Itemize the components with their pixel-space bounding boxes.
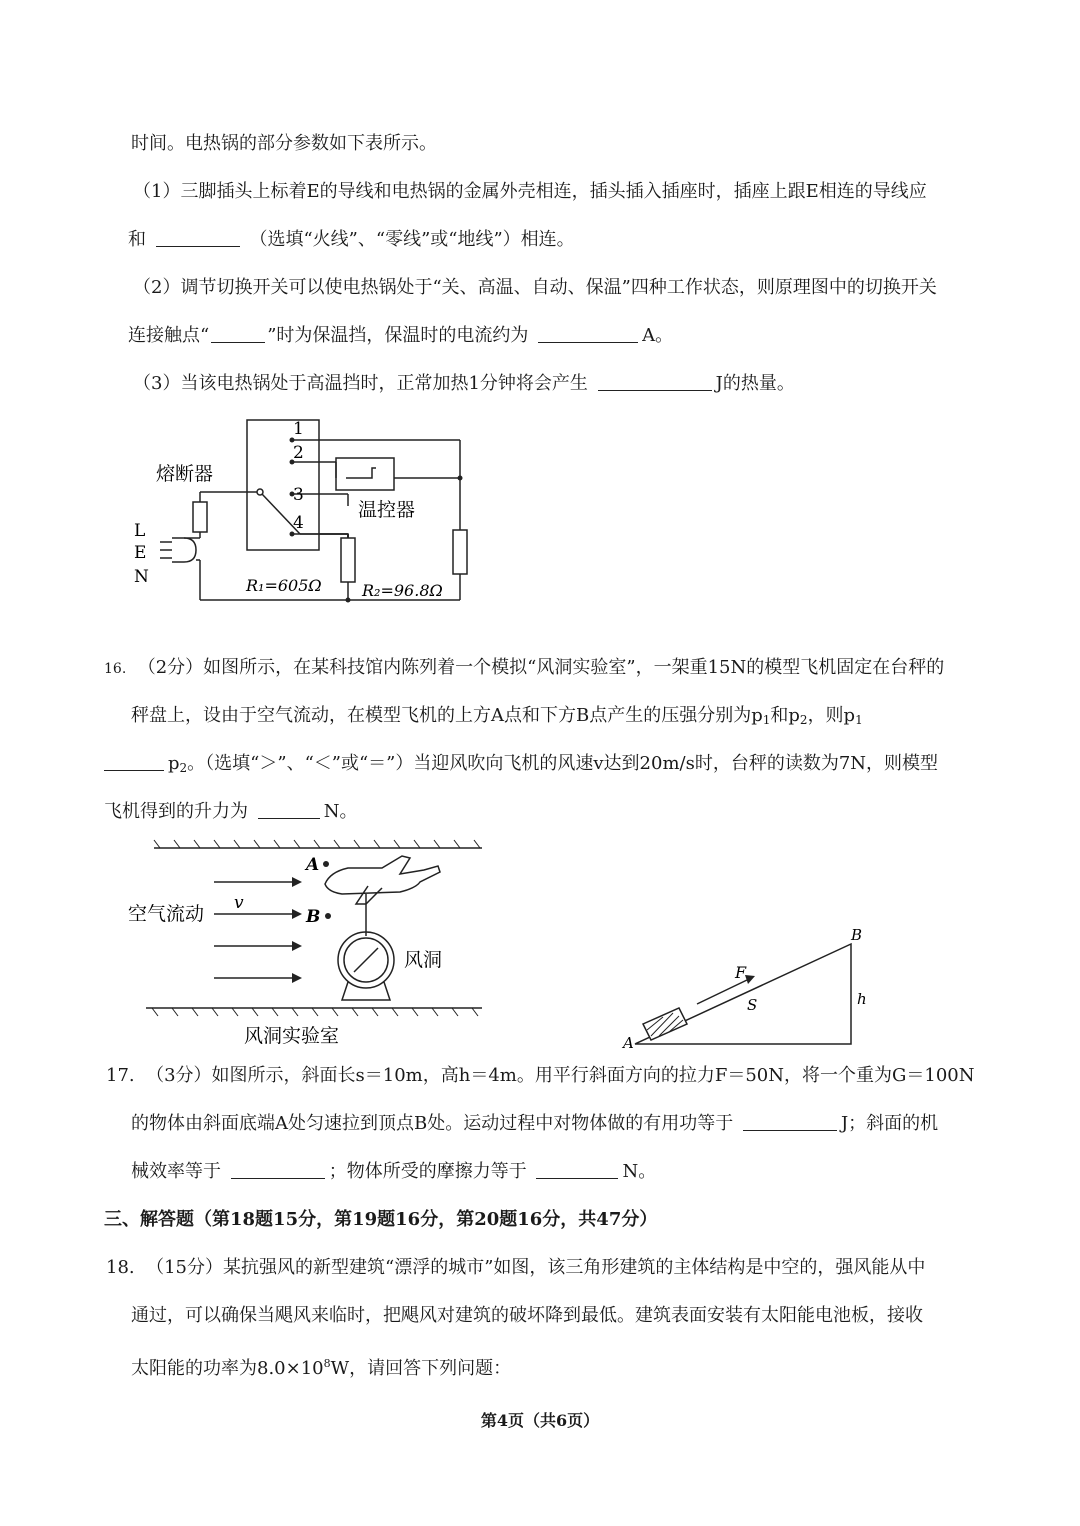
fuse xyxy=(193,502,207,532)
contact-label-2: 2 xyxy=(293,443,304,463)
q17-number: 17. xyxy=(106,1065,135,1086)
q16-text2: 秤盘上，设由于空气流动，在模型飞机的上方A点和下方B点产生的压强分别为p xyxy=(131,705,763,726)
subscript: 2 xyxy=(799,713,808,727)
q16-line3 xyxy=(104,752,938,780)
q15-part2-mid: ”时为保温挡，保温时的电流约为 xyxy=(267,325,529,346)
q15-answer-blank-1[interactable] xyxy=(156,228,240,247)
q15-part2-line1: （2）调节切换开关可以使电热锅处于“关、高温、自动、保温”四种工作状态，则原理图中的切换开关 xyxy=(133,277,937,298)
model-airplane xyxy=(325,856,440,894)
q15-part1-line2 xyxy=(128,228,575,252)
q18-line2: 通过，可以确保当飓风来临时，把飓风对建筑的破坏降到最低。建筑表面安装有太阳能电池板，接收 xyxy=(131,1305,923,1326)
q15-part1-line1: （1）三脚插头上标着E的导线和电热锅的金属外壳相连，插头插入插座时，插座上跟E相连的导线应 xyxy=(133,181,927,202)
q18-text3b: W，请回答下列问题： xyxy=(330,1358,512,1379)
q16-number: 16. xyxy=(104,661,127,677)
q17-line3 xyxy=(131,1160,656,1184)
circuit-diagram xyxy=(120,410,490,610)
q16-answer-blank-2[interactable] xyxy=(258,800,320,819)
q18-text1: （15分）某抗强风的新型建筑“漂浮的城市”如图，该三角形建筑的主体结构是中空的，强风能从中 xyxy=(146,1257,926,1278)
q16-text1: （2分）如图所示，在某科技馆内陈列着一个模拟“风洞实验室”，一架重15N的模型飞机固定在台秤的 xyxy=(137,657,945,678)
resistor-r1 xyxy=(341,538,355,582)
velocity-label: v xyxy=(234,893,244,913)
resistor-r2 xyxy=(453,530,467,574)
q17-text3c: N。 xyxy=(622,1161,657,1182)
plug-label-l: L xyxy=(134,521,146,541)
q15-part1-suffix: （选填“火线”、“零线”或“地线”）相连。 xyxy=(249,229,575,250)
incline-label-a: A xyxy=(623,1034,634,1052)
point-a-dot xyxy=(323,861,329,867)
plug-label-n: N xyxy=(134,567,149,587)
incline-label-s: S xyxy=(747,996,758,1014)
contact-label-1: 1 xyxy=(293,419,304,439)
q17-line1 xyxy=(106,1064,975,1088)
force-arrow xyxy=(697,980,747,1004)
lab-label: 风洞实验室 xyxy=(244,1025,340,1047)
point-b-label: B xyxy=(306,907,321,927)
q17-text3: 械效率等于 xyxy=(131,1161,221,1182)
wind-tunnel-diagram xyxy=(120,836,490,1051)
q17-text3b: ；物体所受的摩擦力等于 xyxy=(328,1161,527,1182)
r2-label: R₂=96.8Ω xyxy=(362,581,443,600)
page-number-footer: 第4页（共6页） xyxy=(480,1411,600,1430)
q17-text2: 的物体由斜面底端A处匀速拉到顶点B处。运动过程中对物体做的有用功等于 xyxy=(131,1113,734,1134)
q16-line4 xyxy=(104,800,357,824)
q15-part2-line2 xyxy=(128,324,673,348)
r1-label: R₁=605Ω xyxy=(246,576,322,595)
q16-line2 xyxy=(131,704,863,732)
q16-answer-blank-1[interactable] xyxy=(104,752,164,771)
q16-line1 xyxy=(104,656,944,681)
superscript: 8 xyxy=(323,1357,331,1370)
q17-answer-blank-1[interactable] xyxy=(743,1112,837,1131)
contact-label-4: 4 xyxy=(293,513,304,533)
incline-label-f: F xyxy=(735,963,747,982)
continuation-line: 时间。电热锅的部分参数如下表所示。 xyxy=(131,133,437,154)
q18-line3 xyxy=(131,1352,511,1381)
q15-answer-blank-2[interactable] xyxy=(211,324,265,343)
q16-text2c: ，则p xyxy=(807,705,856,726)
section-3-heading: 三、解答题（第18题15分，第19题16分，第20题16分，共47分） xyxy=(104,1209,658,1230)
q15-part3-suffix: J的热量。 xyxy=(715,373,795,394)
q15-part2-suffix: A。 xyxy=(642,325,674,346)
plug-label-e: E xyxy=(134,543,147,563)
q18-number: 18. xyxy=(106,1257,135,1278)
wind-tunnel-label: 风洞 xyxy=(404,949,443,971)
q16-text4: 飞机得到的升力为 xyxy=(104,801,248,822)
subscript: 1 xyxy=(855,713,863,727)
fuse-label: 熔断器 xyxy=(156,463,214,485)
q18-text3: 太阳能的功率为8.0×10 xyxy=(131,1358,324,1379)
q16-text3b: 。（选填“＞”、“＜”或“＝”）当迎风吹向飞机的风速v达到20m/s时，台秤的读数为7N，则模型 xyxy=(187,753,939,774)
thermostat-switch-symbol xyxy=(346,468,376,478)
thermostat-box xyxy=(336,458,394,490)
q15-part2-prefix: 连接触点“ xyxy=(128,325,210,346)
plug xyxy=(172,538,196,562)
q18-line1 xyxy=(106,1256,925,1280)
thermostat-label: 温控器 xyxy=(358,499,416,521)
q16-text2b: 和p xyxy=(770,705,800,726)
q15-part3-line xyxy=(133,372,795,396)
q17-answer-blank-2[interactable] xyxy=(231,1160,325,1179)
subscript: 2 xyxy=(179,761,188,775)
q17-text2b: J；斜面的机 xyxy=(840,1113,939,1134)
point-b-dot xyxy=(325,913,331,919)
point-a-label: A xyxy=(306,855,320,875)
q15-answer-blank-4[interactable] xyxy=(598,372,712,391)
q16-text3: p xyxy=(168,753,180,774)
incline-label-b: B xyxy=(851,926,863,944)
q17-text1: （3分）如图所示，斜面长s＝10m，高h＝4m。用平行斜面方向的拉力F＝50N，将一个重为G＝100N xyxy=(146,1065,975,1086)
incline-diagram xyxy=(615,920,875,1055)
q17-line2 xyxy=(131,1112,938,1136)
block xyxy=(643,1008,687,1040)
incline-label-h: h xyxy=(857,990,867,1008)
air-flow-label: 空气流动 xyxy=(128,903,205,925)
q15-part3-prefix: （3）当该电热锅处于高温挡时，正常加热1分钟将会产生 xyxy=(133,373,588,394)
contact-label-3: 3 xyxy=(293,485,304,505)
q15-part1-prefix: 和 xyxy=(128,229,146,250)
q15-answer-blank-3[interactable] xyxy=(538,324,638,343)
q16-text4b: N。 xyxy=(323,801,358,822)
q17-answer-blank-3[interactable] xyxy=(536,1160,618,1179)
subscript: 1 xyxy=(762,713,771,727)
airplane-wing xyxy=(356,886,382,904)
